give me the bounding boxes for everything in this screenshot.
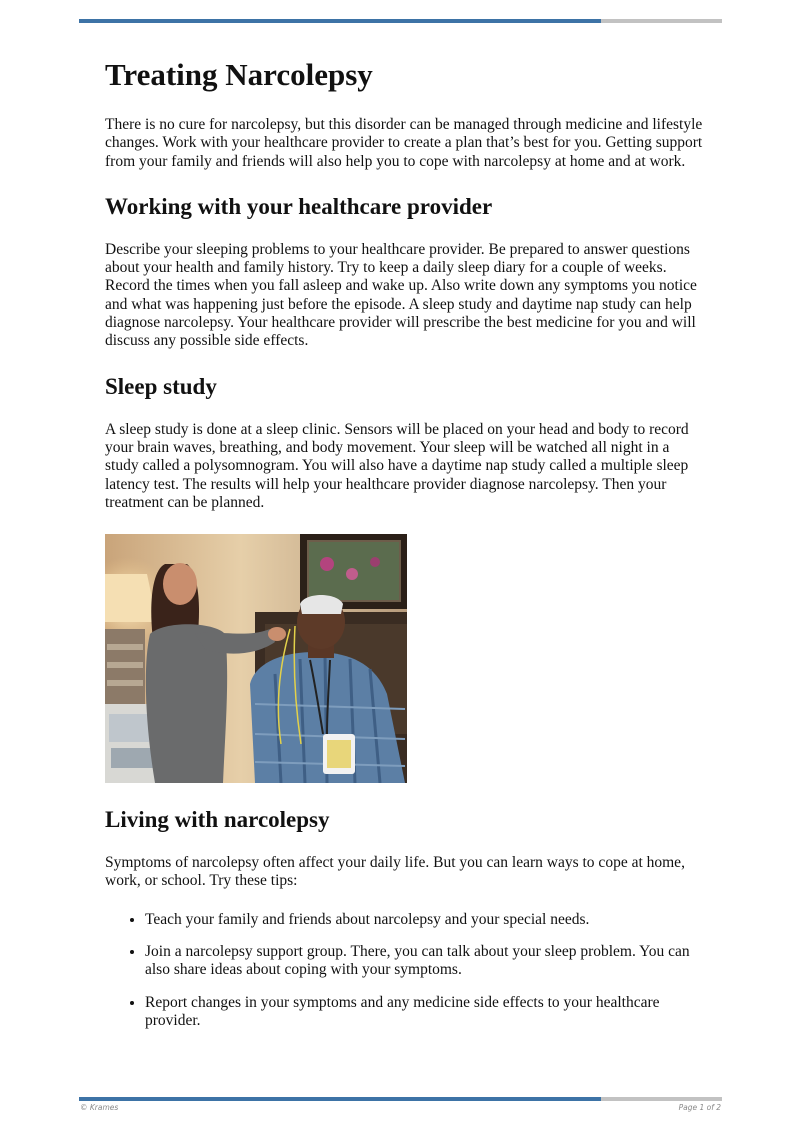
sleep-study-photo xyxy=(105,534,407,783)
footer-rule-grey xyxy=(601,1097,722,1101)
footer-copyright: © Krames xyxy=(80,1103,119,1112)
header-rule xyxy=(79,19,722,23)
section-body-living: Symptoms of narcolepsy often affect your daily life. But you can learn ways to cope at home, work, or school. Try these tips: xyxy=(105,854,685,890)
tip-item: • Join a narcolepsy support group. There, you can talk about your sleep problem. You can also share ideas about coping with your symptoms. xyxy=(145,943,705,980)
tips-list xyxy=(105,911,705,1030)
section-body-provider: Describe your sleeping problems to your healthcare provider. Be prepared to answer questions about your health and family history. Try to keep a daily sleep diary for a couple of weeks. Record the times when you fall asleep and wake up. Also write down any symptoms you notice and what was happening just before the episode. A sleep study and daytime nap study can help diagnose narcolepsy. Your healthcare provider will prescribe the best medicine for you and will discuss any possible side effects. xyxy=(105,240,697,350)
footer-page-number: Page 1 of 2 xyxy=(678,1103,721,1112)
header-rule-grey xyxy=(601,19,722,23)
section-heading-provider: Working with your healthcare provider xyxy=(105,193,493,219)
section-heading-living: Living with narcolepsy xyxy=(105,807,330,833)
intro-paragraph: There is no cure for narcolepsy, but this disorder can be managed through medicine and lifestyle changes. Work with your healthcare provider to create a plan that’s best for you. Getting support from your family and friends will also help you to cope with narcolepsy at home and at work. xyxy=(105,116,703,170)
section-body-sleep-study: A sleep study is done at a sleep clinic. Sensors will be placed on your head and body to record your brain waves, breathing, and body movement. Your sleep will be watched all night in a study called a polysomnogram. You will also have a daytime nap study called a multiple sleep latency test. The results will help your healthcare provider diagnose narcolepsy. Then your treatment can be planned. xyxy=(105,420,689,511)
header-rule-accent xyxy=(79,19,601,23)
page-title: Treating Narcolepsy xyxy=(105,57,373,92)
section-heading-sleep-study: Sleep study xyxy=(105,373,217,399)
tip-item: • Report changes in your symptoms and any medicine side effects to your healthcare provider. xyxy=(145,994,705,1031)
footer-rule-accent xyxy=(79,1097,601,1101)
document-body xyxy=(105,56,705,1044)
footer-rule xyxy=(79,1097,722,1101)
tip-item: • Teach your family and friends about narcolepsy and your special needs. xyxy=(145,911,705,929)
